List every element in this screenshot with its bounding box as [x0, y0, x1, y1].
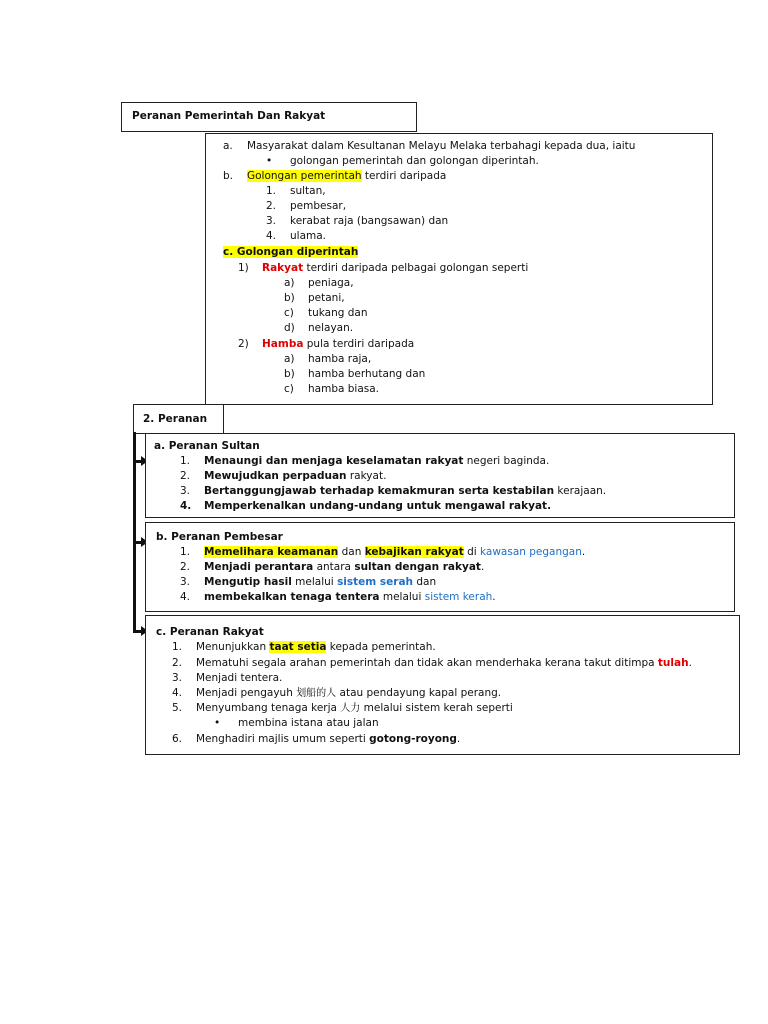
number: 1. — [266, 185, 277, 197]
c1-item — [284, 291, 345, 306]
text: dan — [413, 576, 437, 588]
text: dan — [338, 546, 365, 558]
text: hamba raja, — [308, 353, 372, 365]
text: . — [688, 657, 692, 669]
c1 — [238, 261, 528, 276]
text: Mematuhi segala arahan pemerintah dan tidak akan menderhaka kerana takut ditimpa — [196, 657, 658, 669]
text-bold: Menjadi perantara — [204, 561, 314, 573]
peranan-label-box — [133, 404, 224, 434]
rakyat-item — [172, 686, 501, 701]
letter: c) — [284, 307, 294, 319]
text: . — [581, 546, 586, 558]
structure-box — [205, 133, 713, 405]
text-blue: sistem serah — [337, 576, 414, 588]
text: Menyumbang tenaga kerja — [196, 702, 341, 714]
rakyat-item — [172, 656, 692, 671]
text-bold: sultan dengan rakyat — [354, 561, 481, 573]
text: atau pendayung kapal perang. — [336, 687, 502, 699]
text: di — [463, 546, 481, 558]
pembesar-box — [145, 522, 735, 612]
pembesar-item — [180, 545, 585, 560]
rakyat-item — [172, 671, 282, 686]
text: melalui — [379, 591, 425, 603]
letter: c) — [284, 383, 294, 395]
rakyat-item — [172, 640, 436, 655]
b-item — [266, 214, 448, 229]
text: . — [480, 561, 485, 573]
bullet-icon: • — [266, 155, 273, 167]
c2-item — [284, 352, 371, 367]
b-item — [266, 229, 326, 244]
title-box — [121, 102, 417, 132]
rakyat-subbullet — [214, 716, 379, 731]
text: . — [456, 733, 461, 745]
text: Masyarakat dalam Kesultanan Melayu Melaka terbahagi kepada dua, iaitu — [247, 140, 636, 152]
letter: d) — [284, 322, 295, 334]
sultan-item — [180, 469, 386, 484]
rakyat-item — [172, 732, 460, 747]
text: golongan pemerintah dan golongan diperintah. — [290, 155, 539, 167]
c1-item — [284, 306, 368, 321]
section-c — [223, 245, 358, 260]
rakyat-item — [172, 701, 513, 716]
rakyat-box — [145, 615, 740, 755]
c1-item — [284, 321, 353, 336]
text-bold: Mewujudkan perpaduan — [204, 470, 347, 482]
number: 3. — [172, 672, 183, 684]
text-blue: kawasan pegangan — [480, 546, 582, 558]
number: 3. — [266, 215, 277, 227]
text: membina istana atau jalan — [238, 717, 379, 729]
text-bold: Mengutip hasil — [204, 576, 292, 588]
number: 4. — [180, 591, 191, 603]
number: 1. — [180, 455, 191, 467]
rakyat-heading: c. Peranan Rakyat — [156, 626, 264, 638]
text: nelayan. — [308, 322, 354, 334]
text: Menunjukkan — [196, 641, 270, 653]
number: 2. — [180, 561, 191, 573]
number: 3. — [180, 485, 191, 497]
text-bold: Memperkenalkan undang-undang untuk mengawal rakyat. — [204, 500, 552, 512]
text-cjk: 人力 — [340, 703, 361, 714]
highlight: kebajikan rakyat — [364, 546, 464, 558]
keyword: Hamba — [262, 338, 304, 350]
number: 2. — [266, 200, 277, 212]
text: peniaga, — [308, 277, 354, 289]
section-a — [223, 139, 635, 154]
b-item — [266, 184, 326, 199]
text: melalui sistem kerah seperti — [360, 702, 513, 714]
section-a-bullet — [266, 154, 539, 169]
c2 — [238, 337, 414, 352]
number: 2. — [172, 657, 183, 669]
letter: b) — [284, 292, 295, 304]
marker: 2) — [238, 338, 249, 350]
page-title: Peranan Pemerintah Dan Rakyat — [132, 110, 326, 122]
text: tukang dan — [308, 307, 368, 319]
text: Menjadi pengayuh — [196, 687, 297, 699]
peranan-label: 2. Peranan — [143, 413, 208, 425]
text-cjk: 划船的人 — [296, 688, 337, 699]
sultan-heading: a. Peranan Sultan — [154, 440, 260, 452]
c2-item — [284, 367, 425, 382]
text: terdiri daripada — [361, 170, 447, 182]
text: kerabat raja (bangsawan) dan — [290, 215, 449, 227]
number: 4. — [266, 230, 277, 242]
text-bold: Bertanggungjawab terhadap kemakmuran serta kestabilan — [204, 485, 555, 497]
marker: a. — [223, 140, 233, 152]
text: terdiri daripada pelbagai golongan seperti — [303, 262, 529, 274]
sultan-item — [180, 454, 549, 469]
text: petani, — [308, 292, 345, 304]
b-item — [266, 199, 346, 214]
c1-item — [284, 276, 354, 291]
text: negeri baginda. — [463, 455, 550, 467]
text-bold: Menaungi dan menjaga keselamatan rakyat — [204, 455, 464, 467]
pembesar-item — [180, 590, 496, 605]
text: ulama. — [290, 230, 327, 242]
highlight: Memelihara keamanan — [204, 546, 339, 558]
keyword: Rakyat — [262, 262, 304, 274]
number: 6. — [172, 733, 183, 745]
number: 2. — [180, 470, 191, 482]
pembesar-heading: b. Peranan Pembesar — [156, 531, 283, 543]
text: Menjadi tentera. — [196, 672, 283, 684]
text: melalui — [291, 576, 338, 588]
highlight: taat setia — [269, 641, 327, 653]
number: 3. — [180, 576, 191, 588]
marker: 1) — [238, 262, 249, 274]
pembesar-item — [180, 560, 484, 575]
number: 5. — [172, 702, 183, 714]
highlight: Golongan pemerintah — [247, 170, 362, 182]
text: rakyat. — [346, 470, 387, 482]
text: Menghadiri majlis umum seperti — [196, 733, 370, 745]
marker: b. — [223, 170, 234, 182]
text: antara — [313, 561, 355, 573]
text: kepada pemerintah. — [326, 641, 436, 653]
number: 1. — [172, 641, 183, 653]
text-bold: gotong-royong — [369, 733, 457, 745]
text: hamba berhutang dan — [308, 368, 426, 380]
letter: a) — [284, 353, 295, 365]
sultan-box — [145, 433, 735, 518]
text: . — [492, 591, 496, 603]
text-red: tulah — [657, 657, 689, 669]
number: 4. — [180, 500, 192, 512]
bullet-icon: • — [214, 717, 221, 729]
letter: a) — [284, 277, 295, 289]
number: 4. — [172, 687, 183, 699]
text: pembesar, — [290, 200, 347, 212]
sultan-item — [180, 484, 606, 499]
number: 1. — [180, 546, 191, 558]
text: kerajaan. — [554, 485, 607, 497]
text-blue: sistem kerah — [424, 591, 493, 603]
c2-item — [284, 382, 379, 397]
highlight: c. Golongan diperintah — [223, 246, 359, 258]
section-b — [223, 169, 446, 184]
text: sultan, — [290, 185, 326, 197]
letter: b) — [284, 368, 295, 380]
sultan-item — [180, 499, 551, 514]
pembesar-item — [180, 575, 436, 590]
text: hamba biasa. — [308, 383, 380, 395]
text-bold: membekalkan tenaga tentera — [204, 591, 380, 603]
text: pula terdiri daripada — [303, 338, 415, 350]
